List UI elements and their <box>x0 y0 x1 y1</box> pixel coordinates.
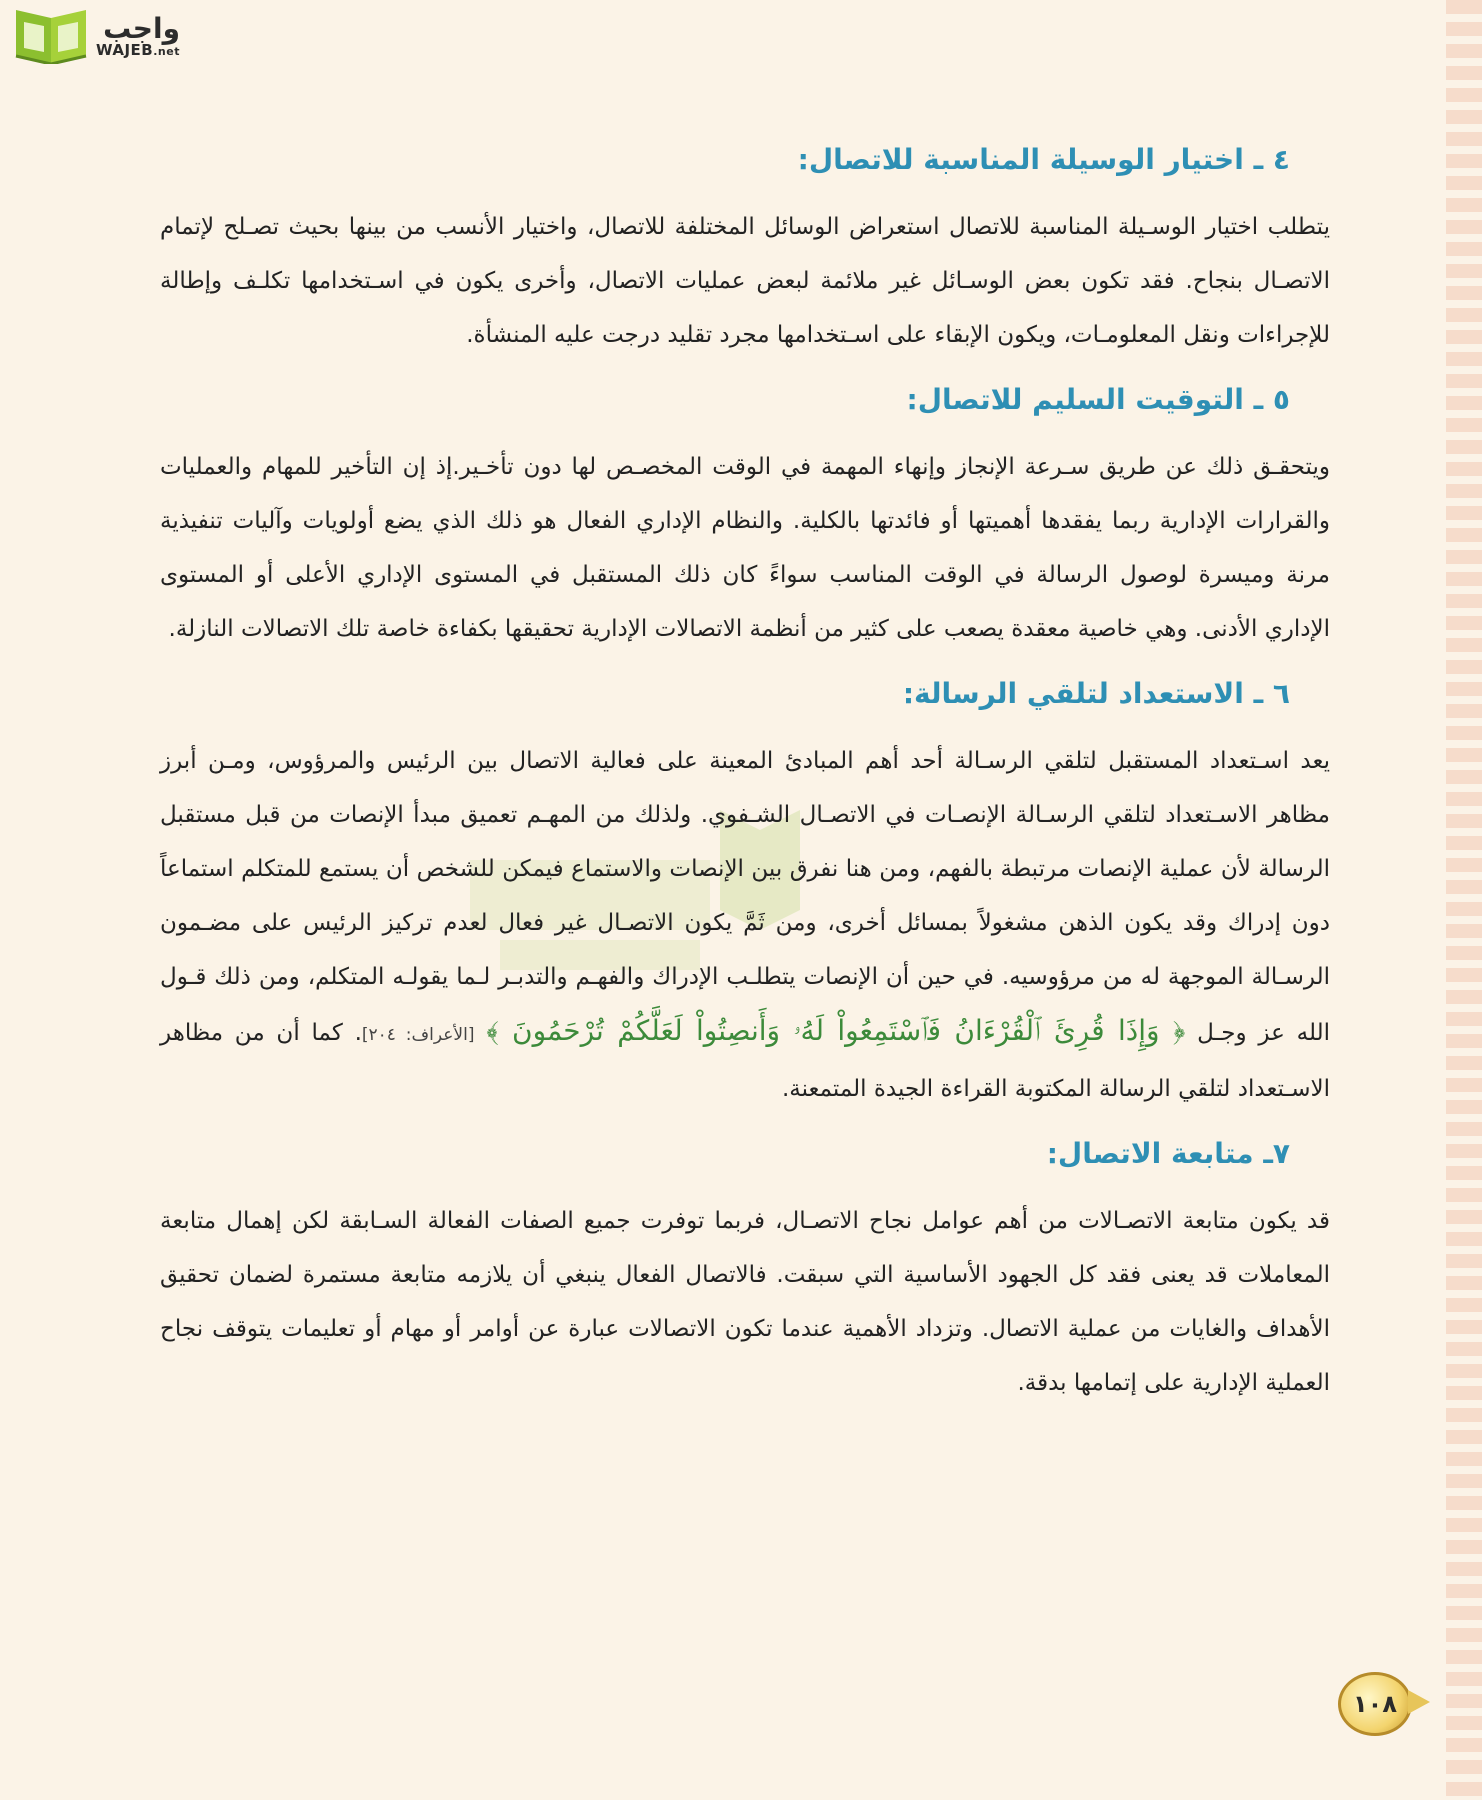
section-7-text: قد يكون متابعة الاتصـالات من أهم عوامل نجاح الاتصـال، فربما توفرت جميع الصفات الفعالة السـابقة لكن إهمال متابعة المعاملات قد يعنى فقد كل الجهود الأساسية التي سبقت. فالاتصال الفعال ينبغي أن يلازمه متابعة مستمرة لضمان تحقيق الأهداف والغايات من عملية الاتصال. وتزداد الأهمية عندما تكون الاتصالات عبارة عن أوامر أو مهام أو تعليمات يتوقف نجاح العملية الإدارية على إتمامها بدقة. <box>160 1208 1330 1396</box>
section-6-body-end: . كما أن من مظاهر الاسـتعداد لتلقي الرسالة المكتوبة القراءة الجيدة المتمعنة. <box>160 1020 1330 1102</box>
quran-verse: ﴿ وَإِذَا قُرِئَ ٱلْقُرْءَانُ فَٱسْتَمِعُواْ لَهُۥ وَأَنصِتُواْ لَعَلَّكُمْ تُرْحَمُونَ ﴾ <box>486 1014 1186 1047</box>
section-6-text <box>160 734 1330 1116</box>
section-7-title: ٧ـ متابعة الاتصال: <box>1046 1137 1290 1170</box>
section-4-title: ٤ ـ اختيار الوسيلة المناسبة للاتصال: <box>797 143 1290 176</box>
page-arrow-icon <box>1408 1690 1430 1714</box>
wajeb-logo[interactable] <box>12 6 192 66</box>
logo-latin-text: WAJEB.net <box>96 40 180 59</box>
verse-reference: [الأعراف: ٢٠٤] <box>361 1025 475 1045</box>
decorative-stripes <box>1446 0 1482 1800</box>
section-5-title: ٥ ـ التوقيت السليم للاتصال: <box>906 383 1290 416</box>
logo-arabic-text: واجب <box>103 11 180 45</box>
main-content <box>160 130 1330 1418</box>
book-icon <box>12 8 90 64</box>
section-6-body: يعد اسـتعداد المستقبل لتلقي الرسـالة أحد أهم المبادئ المعينة على فعالية الاتصال بين الرئيس والمرؤوس، ومـن أبرز مظاهر الاسـتعداد لتلقي الرسـالة الإنصـات في الاتصـال الشـفوي. ولذلك من المهـم تعميق مبدأ الإنصات من قبل مستقبل الرسالة لأن عملية الإنصات مرتبطة بالفهم، ومن هنا نفرق بين الإنصات والاستماع فيمكن للشخص أن يستمع للمتكلم استماعاً دون إدراك وقد يكون الذهن مشغولاً بمسائل أخرى، ومن ثَمَّ يكون الاتصـال غير فعال لعدم تركيز الرئيس على مضـمون الرسـالة الموجهة له من مرؤوسيه. في حين أن الإنصات يتطلـب الإدراك والفهـم والتدبـر لـما يقولـه المتكلم، ومن ذلك قـول الله عز وجـل <box>160 748 1330 1046</box>
section-4-text: يتطلب اختيار الوسـيلة المناسبة للاتصال استعراض الوسائل المختلفة للاتصال، واختيار الأنسب من بينها بحيث تصـلح لإتمام الاتصـال بنجاح. فقد تكون بعض الوسـائل غير ملائمة لبعض عمليات الاتصال، وأخرى يكون في اسـتخدامها تكلـف وإطالة للإجراءات ونقل المعلومـات، ويكون الإبقاء على اسـتخدامها مجرد تقليد درجت عليه المنشأة. <box>160 214 1330 348</box>
section-6-title: ٦ ـ الاستعداد لتلقي الرسالة: <box>902 677 1290 710</box>
page-number-badge: ١٠٨ <box>1338 1672 1412 1736</box>
section-5-text: ويتحقـق ذلك عن طريق سـرعة الإنجاز وإنهاء المهمة في الوقت المخصـص لها دون تأخـير.إذ إن التأخير للمهام والعمليات والقرارات الإدارية ربما يفقدها أهميتها أو فائدتها بالكلية. والنظام الإداري الفعال هو ذلك الذي يضع أولويات وآليات تنفيذية مرنة وميسرة لوصول الرسالة في الوقت المناسب سواءً كان ذلك المستقبل في المستوى الإداري الأعلى أو المستوى الإداري الأدنى. وهي خاصية معقدة يصعب على كثير من أنظمة الاتصالات الإدارية تحقيقها بكفاءة خاصة تلك الاتصالات النازلة. <box>160 454 1330 642</box>
